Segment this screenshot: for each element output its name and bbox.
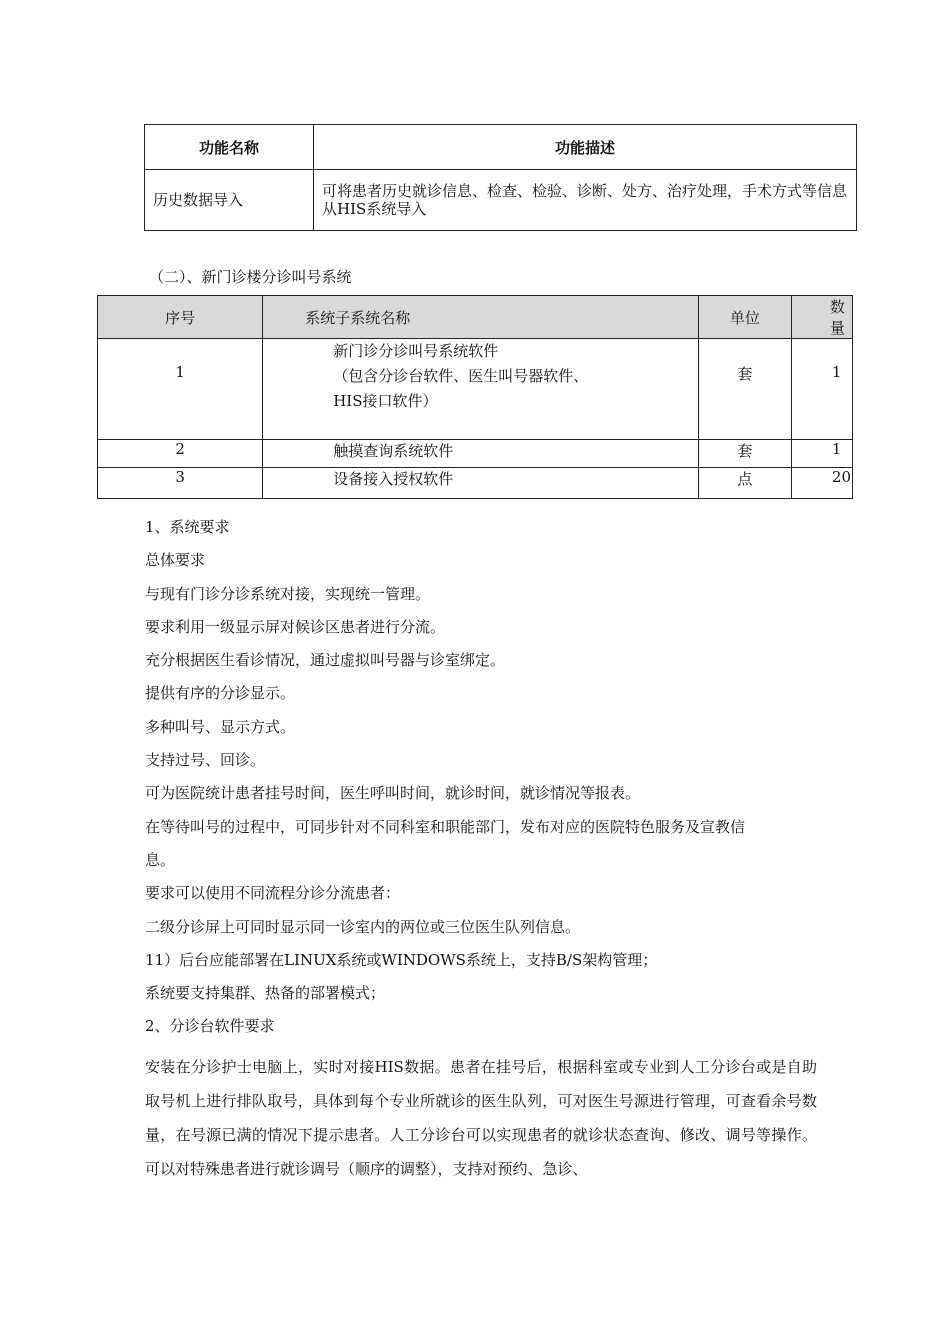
table-row [98, 468, 853, 499]
row-no: 3 [98, 468, 263, 499]
row-qty: 1 [791, 440, 852, 468]
section-heading: 2、分诊台软件要求 [145, 1017, 275, 1036]
table-header-row [98, 296, 853, 339]
header-function-name: 功能名称 [145, 125, 314, 170]
text-line: 可为医院统计患者挂号时间，医生呼叫时间，就诊时间，就诊情况等报表。 [145, 784, 641, 803]
subsystem-table [97, 295, 853, 499]
header-qty: 数量 [791, 296, 852, 339]
row-name [263, 339, 699, 440]
text-line: 支持过号、回诊。 [145, 751, 266, 770]
row-name: 触摸查询系统软件 [263, 440, 699, 468]
table-row [98, 339, 853, 440]
header-function-desc: 功能描述 [314, 125, 857, 170]
text-line: 要求利用一级显示屏对候诊区患者进行分流。 [145, 617, 446, 636]
text-line: 11）后台应能部署在LINUX系统或WINDOWS系统上，支持B/S架构管理； [145, 950, 658, 969]
row-name-line: HIS接口软件） [333, 392, 438, 410]
text-line: 系统要支持集群、热备的部署模式； [145, 984, 386, 1003]
row-no: 1 [98, 339, 263, 440]
row-unit: 点 [698, 468, 791, 499]
text-line: 在等待叫号的过程中，可同步针对不同科室和职能部门，发布对应的医院特色服务及宣教信 [145, 817, 746, 836]
section-caption: （二）、新门诊楼分诊叫号系统 [149, 268, 352, 286]
row-name-line: 新门诊分诊叫号系统软件 [333, 342, 499, 360]
text-line: 充分根据医生看诊情况，通过虚拟叫号器与诊室绑定。 [145, 651, 506, 670]
text-line: 多种叫号、显示方式。 [145, 717, 296, 736]
body-text [145, 516, 817, 1186]
header-name: 系统子系统名称 [263, 296, 699, 339]
table-row [145, 170, 857, 231]
function-name-cell: 历史数据导入 [145, 170, 314, 231]
text-line: 提供有序的分诊显示。 [145, 684, 296, 703]
text-line: 要求可以使用不同流程分诊分流患者： [145, 884, 401, 903]
paragraph: 安装在分诊护士电脑上，实时对接HIS数据。患者在挂号后，根据科室或专业到人工分诊台或是自助取号机上进行排队取号，具体到每个专业所就诊的医生队列，可对医生号源进行管理，可查看余号数量，在号源已满的情况下提示患者。人工分诊台可以实现患者的就诊状态查询、修改、调号等操作。可以对特殊患者进行就诊调号（顺序的调整），支持对预约、急诊、 [145, 1057, 817, 1178]
row-name-line: （包含分诊台软件、医生叫号器软件、 [333, 367, 589, 385]
function-table [144, 124, 857, 231]
text-line: 二级分诊屏上可同时显示同一诊室内的两位或三位医生队列信息。 [145, 917, 581, 936]
row-no: 2 [98, 440, 263, 468]
header-unit: 单位 [698, 296, 791, 339]
section-heading: 1、系统要求 [145, 518, 230, 536]
text-line: 息。 [145, 850, 176, 869]
row-unit: 套 [698, 339, 791, 440]
subheading: 总体要求 [145, 551, 206, 570]
table-header-row [145, 125, 857, 170]
row-name: 设备接入授权软件 [263, 468, 699, 499]
row-unit: 套 [698, 440, 791, 468]
header-no: 序号 [98, 296, 263, 339]
row-qty: 20 [791, 468, 852, 499]
row-qty: 1 [791, 339, 852, 440]
text-line: 与现有门诊分诊系统对接，实现统一管理。 [145, 584, 431, 603]
function-desc-cell: 可将患者历史就诊信息、检查、检验、诊断、处方、治疗处理，手术方式等信息从HIS系统导入 [314, 170, 857, 231]
table-row [98, 440, 853, 468]
